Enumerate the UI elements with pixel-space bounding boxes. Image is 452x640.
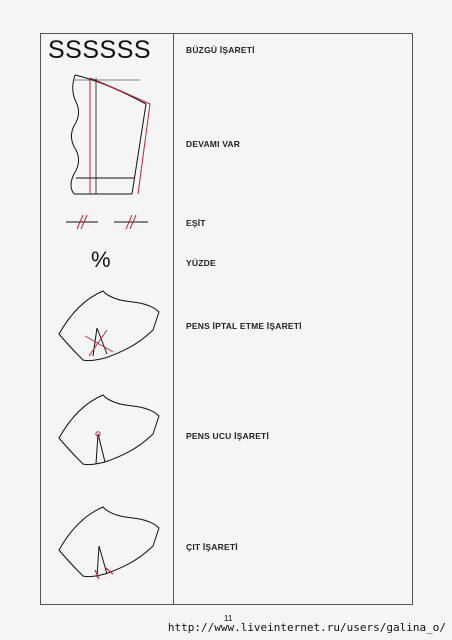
- label-notch: ÇIT İŞARETİ: [186, 542, 238, 552]
- column-divider: [173, 33, 174, 605]
- equal-symbol: [64, 212, 154, 232]
- label-continued: DEVAMI VAR: [186, 139, 241, 149]
- dart-cancel-symbol: [55, 288, 163, 368]
- dart-point-symbol: [55, 392, 163, 472]
- continued-symbol: [60, 70, 160, 202]
- source-url: http://www.liveinternet.ru/users/galina_o/: [167, 621, 446, 634]
- label-equal: EŞİT: [186, 218, 206, 228]
- label-percent: YÜZDE: [186, 258, 216, 268]
- label-dart-cancel: PENS İPTAL ETME İŞARETİ: [186, 321, 302, 331]
- label-gathering: BÜZGÜ İŞARETİ: [186, 45, 255, 55]
- gathering-symbol: SSSSSS: [48, 36, 152, 64]
- page-number: 11: [224, 614, 233, 623]
- notch-symbol: [55, 504, 163, 584]
- percent-symbol: %: [91, 247, 111, 272]
- label-dart-point: PENS UCU İŞARETİ: [186, 431, 270, 441]
